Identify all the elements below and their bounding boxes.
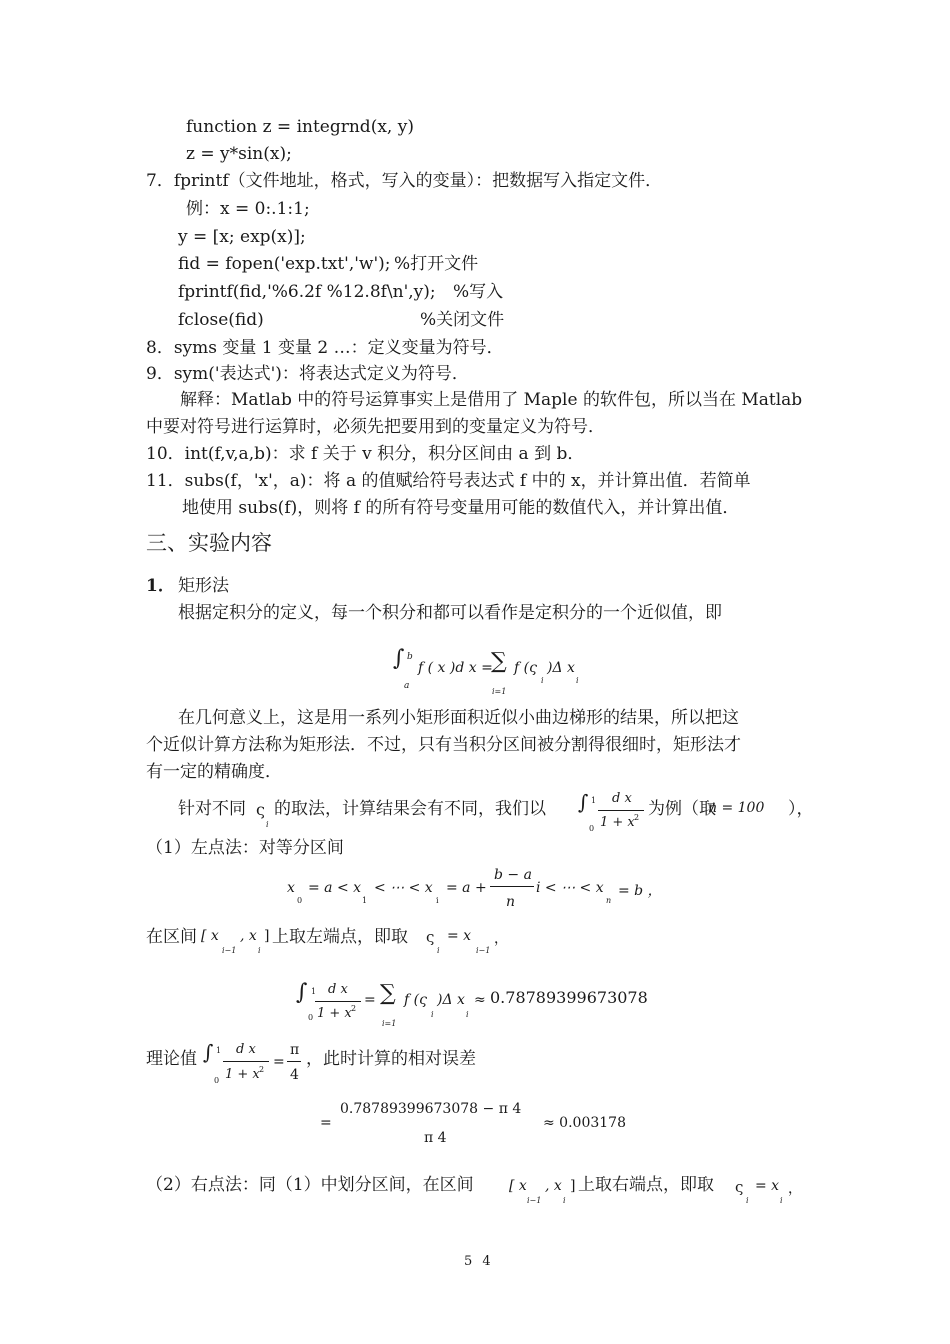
subscript-i: i bbox=[266, 820, 269, 829]
item-9: 9．sym('表达式')：将表达式定义为符号． bbox=[146, 364, 469, 384]
error-denominator: π 4 bbox=[424, 1130, 447, 1146]
example-line-1 bbox=[186, 197, 310, 221]
item-11-line-2: 地使用 subs(f)，则将 f 的所有符号变量用可能的数值代入，并计算出值． bbox=[182, 498, 740, 518]
subsection-number: 1． bbox=[146, 576, 175, 596]
code-line-1: function z = integrnd(x, y) bbox=[186, 117, 414, 137]
explain-line-2: 中要对符号进行运算时，必须先把要用到的变量定义为符号． bbox=[146, 417, 605, 437]
example-line-4: fprintf(fid,'%6.2f %12.8f\n',y); bbox=[178, 282, 436, 302]
paragraph-2-line-1: 在几何意义上，这是用一系列小矩形面积近似小曲边梯形的结果，所以把这 bbox=[178, 708, 739, 728]
paragraph-1: 根据定积分的定义，每一个积分和都可以看作是定积分的一个近似值，即 bbox=[178, 603, 722, 623]
right-point-text-1: （2）右点法：同（1）中划分区间，在区间 bbox=[146, 1175, 474, 1195]
example-line-3: fid = fopen('exp.txt','w'); bbox=[178, 254, 391, 274]
error-numerator: 0.78789399673078 − π 4 bbox=[340, 1101, 522, 1117]
paragraph-2-line-3: 有一定的精确度． bbox=[146, 762, 282, 782]
subsection-title: 矩形法 bbox=[178, 576, 229, 596]
example-line-5: fclose(fid) bbox=[178, 310, 264, 330]
interval-text-1: 在区间 bbox=[146, 927, 197, 947]
example-comment-4: %写入 bbox=[453, 282, 504, 302]
example-line-2: y = [x; exp(x)]; bbox=[178, 227, 306, 247]
paragraph-3-part-3: 为例（取 bbox=[648, 799, 716, 819]
n-value: n = 100 bbox=[708, 800, 765, 816]
item-11-line-1: 11．subs(f，'x'，a)：将 a 的值赋给符号表达式 f 中的 x，并计算出值．若简单 bbox=[146, 471, 751, 491]
theory-text-2: ，此时计算的相对误差 bbox=[306, 1049, 476, 1069]
section-heading: 三、实验内容 bbox=[146, 531, 272, 555]
paragraph-3-part-1: 针对不同 bbox=[178, 799, 246, 819]
error-value: ≈ 0.003178 bbox=[543, 1115, 626, 1131]
item-8: 8．syms 变量 1 变量 2 …：定义变量为符号． bbox=[146, 338, 504, 358]
left-point-value: 0.78789399673078 bbox=[490, 988, 648, 1007]
paragraph-2-line-2: 个近似计算方法称为矩形法．不过，只有当积分区间被分割得很细时，矩形法才 bbox=[146, 735, 741, 755]
code-line-2: z = y*sin(x); bbox=[186, 144, 292, 164]
example-comment-5: %关闭文件 bbox=[420, 310, 505, 330]
explain-line-1: 解释：Matlab 中的符号运算事实上是借用了 Maple 的软件包，所以当在 Matlab bbox=[180, 390, 803, 410]
right-point-text-2: 上取右端点，即取 bbox=[578, 1175, 714, 1195]
paragraph-3-part-2: 的取法，计算结果会有不同，我们以 bbox=[274, 799, 546, 819]
example-comment-3: %打开文件 bbox=[394, 254, 479, 274]
page-number: 5 4 bbox=[464, 1254, 494, 1269]
theory-text-1: 理论值 bbox=[146, 1049, 197, 1069]
item-7-heading: 7．fprintf（文件地址，格式，写入的变量）：把数据写入指定文件． bbox=[146, 171, 663, 191]
example-label: 例： bbox=[186, 199, 220, 219]
paragraph-3-part-4: ）， bbox=[788, 799, 814, 819]
example-code-1: x = 0:.1:1; bbox=[220, 199, 310, 219]
item-10: 10．int(f,v,a,b)：求 f 关于 v 积分，积分区间由 a 到 b． bbox=[146, 444, 585, 464]
symbol-varsigma: ς bbox=[256, 800, 265, 819]
interval-text-2: 上取左端点，即取 bbox=[272, 927, 408, 947]
left-point-title: （1）左点法：对等分区间 bbox=[146, 838, 344, 858]
